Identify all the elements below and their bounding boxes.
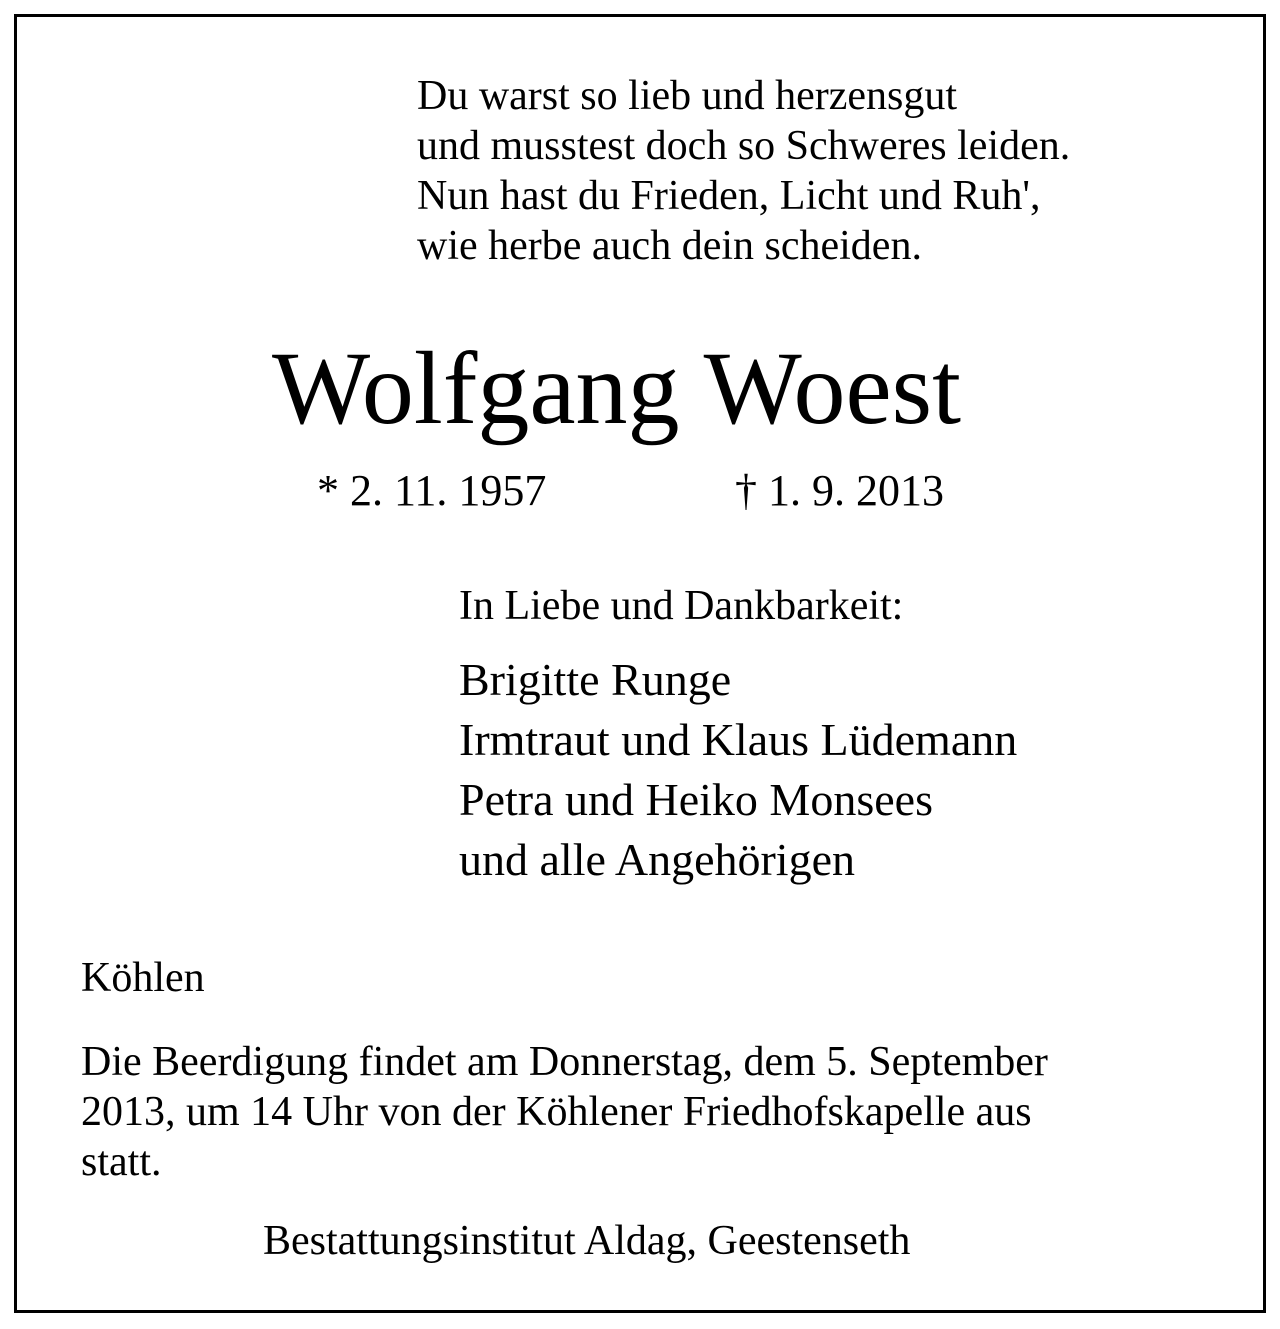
funeral-notice-line-2: 2013, um 14 Uhr von der Köhlener Friedhofskapelle aus: [81, 1089, 1032, 1135]
birth-date: * 2. 11. 1957: [317, 466, 547, 515]
death-date: † 1. 9. 2013: [735, 466, 944, 515]
poem-line-3: Nun hast du Frieden, Licht und Ruh',: [417, 173, 1041, 219]
place-name: Köhlen: [81, 955, 205, 1001]
poem-line-2: und musstest doch so Schweres leiden.: [417, 123, 1071, 169]
mourner-line-4: und alle Angehörigen: [459, 834, 856, 885]
funeral-notice-line-3: statt.: [81, 1139, 162, 1185]
mourner-line-2: Irmtraut und Klaus Lüdemann: [459, 714, 1018, 765]
obituary-notice: [14, 14, 1266, 1313]
thanks-line: In Liebe und Dankbarkeit:: [459, 583, 904, 629]
undertaker-name: Bestattungsinstitut Aldag, Geestenseth: [263, 1218, 911, 1264]
poem-line-1: Du warst so lieb und herzensgut: [417, 73, 958, 119]
poem-line-4: wie herbe auch dein scheiden.: [417, 223, 922, 269]
funeral-notice-line-1: Die Beerdigung findet am Donnerstag, dem 5. September: [81, 1039, 1048, 1085]
deceased-name: Wolfgang Woest: [272, 331, 961, 446]
mourner-line-3: Petra und Heiko Monsees: [459, 774, 933, 825]
mourner-line-1: Brigitte Runge: [459, 654, 732, 705]
